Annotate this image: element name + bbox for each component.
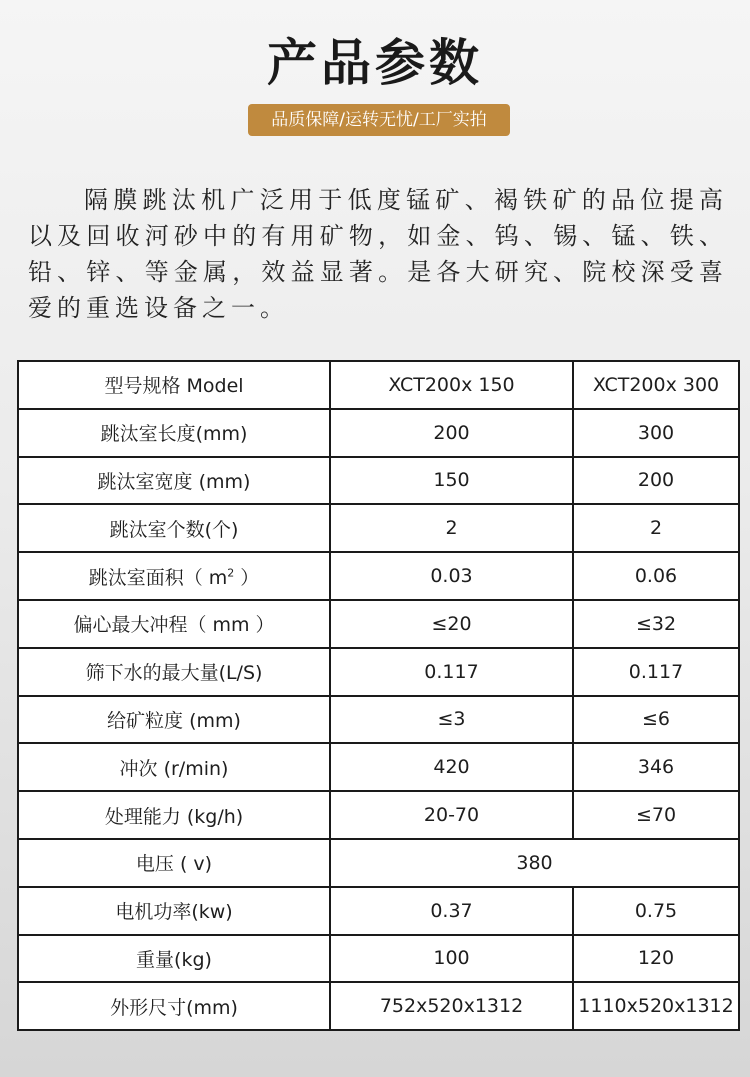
row-value-a: 2 xyxy=(330,504,573,552)
row-label: 外形尺寸(mm) xyxy=(18,982,330,1030)
row-value-b: 0.117 xyxy=(573,648,739,696)
table-row xyxy=(18,982,739,1030)
row-value-b: 346 xyxy=(573,743,739,791)
row-label: 电压 ( v) xyxy=(18,839,330,887)
row-value-a: 0.37 xyxy=(330,887,573,935)
row-label-suffix: ） xyxy=(234,566,260,589)
row-value-a: 100 xyxy=(330,935,573,983)
row-value-b: 200 xyxy=(573,457,739,505)
table-row xyxy=(18,648,739,696)
table-row xyxy=(18,696,739,744)
row-value-b: 0.75 xyxy=(573,887,739,935)
table-row xyxy=(18,935,739,983)
row-label: 跳汰室长度(mm) xyxy=(18,409,330,457)
row-value-b: ≤6 xyxy=(573,696,739,744)
row-value-a: 150 xyxy=(330,457,573,505)
row-value-a: 0.03 xyxy=(330,552,573,600)
table-row xyxy=(18,600,739,648)
table-header-row xyxy=(18,361,739,409)
row-label: 偏心最大冲程（ mm ） xyxy=(18,600,330,648)
row-label: 跳汰室个数(个) xyxy=(18,504,330,552)
page-title: 产品参数 xyxy=(267,34,483,92)
row-value-b: 0.06 xyxy=(573,552,739,600)
quality-badge: 品质保障/运转无忧/工厂实拍 xyxy=(248,104,510,136)
row-label: 重量(kg) xyxy=(18,935,330,983)
row-value-merged: 380 xyxy=(330,839,739,887)
table-row xyxy=(18,504,739,552)
table-row xyxy=(18,743,739,791)
header-label-cell: 型号规格 Model xyxy=(18,361,330,409)
spec-table xyxy=(17,360,740,1031)
row-value-a: ≤3 xyxy=(330,696,573,744)
row-value-b: 2 xyxy=(573,504,739,552)
row-label-text: 跳汰室面积（ m xyxy=(88,566,228,589)
table-row xyxy=(18,887,739,935)
table-row xyxy=(18,457,739,505)
row-value-b: ≤32 xyxy=(573,600,739,648)
table-row xyxy=(18,409,739,457)
row-label: 处理能力 (kg/h) xyxy=(18,791,330,839)
row-value-b: ≤70 xyxy=(573,791,739,839)
table-row xyxy=(18,552,739,600)
row-value-a: 752x520x1312 xyxy=(330,982,573,1030)
superscript: 2 xyxy=(227,566,235,580)
row-value-a: 420 xyxy=(330,743,573,791)
table-row xyxy=(18,791,739,839)
table-row xyxy=(18,839,739,887)
row-label: 给矿粒度 (mm) xyxy=(18,696,330,744)
row-value-a: 20-70 xyxy=(330,791,573,839)
intro-paragraph: 隔膜跳汰机广泛用于低度锰矿、褐铁矿的品位提高以及回收河砂中的有用矿物，如金、钨、锡、锰、铁、铅、锌、等金属，效益显著。是各大研究、院校深受喜爱的重选设备之一。 xyxy=(28,186,728,322)
row-value-b: 120 xyxy=(573,935,739,983)
row-value-b: 1110x520x1312 xyxy=(573,982,739,1030)
row-label: 电机功率(kw) xyxy=(18,887,330,935)
row-label-area xyxy=(18,552,330,600)
row-value-a: 200 xyxy=(330,409,573,457)
row-value-a: ≤20 xyxy=(330,600,573,648)
header-model-b-cell: XCT200x 300 xyxy=(573,361,739,409)
row-label: 跳汰室宽度 (mm) xyxy=(18,457,330,505)
row-label: 筛下水的最大量(L/S) xyxy=(18,648,330,696)
row-value-a: 0.117 xyxy=(330,648,573,696)
row-value-b: 300 xyxy=(573,409,739,457)
row-label: 冲次 (r/min) xyxy=(18,743,330,791)
header-model-a-cell: XCT200x 150 xyxy=(330,361,573,409)
